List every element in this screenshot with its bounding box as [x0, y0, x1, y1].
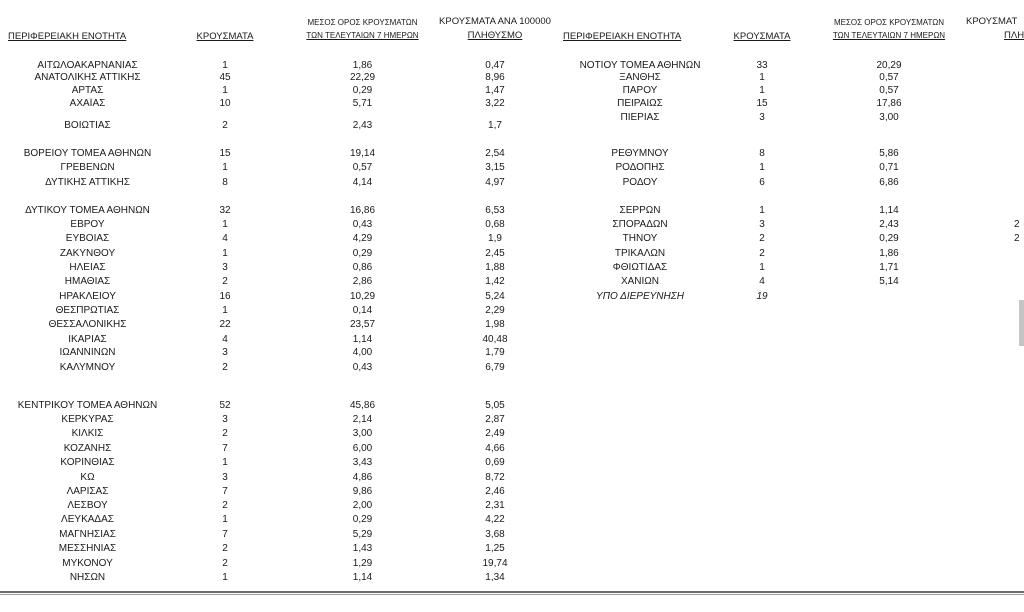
left-row-name: ΛΑΡΙΣΑΣ [66, 486, 109, 497]
left-row-cases: 1 [222, 219, 228, 230]
right-row-name: ΤΡΙΚΑΛΩΝ [614, 248, 666, 259]
left-row-per: 40,48 [482, 334, 508, 345]
right-row-avg: 1,86 [879, 248, 899, 259]
right-row-avg: 0,57 [879, 72, 899, 83]
left-row-avg: 0,14 [352, 305, 373, 316]
left-row-per: 1,47 [485, 85, 505, 96]
left-row-name: ΚΕΡΚΥΡΑΣ [61, 414, 114, 425]
left-row-avg: 3,43 [352, 457, 373, 468]
left-row-cases: 3 [222, 262, 228, 273]
left-row-per: 1,88 [485, 262, 505, 273]
right-row-avg: 0,29 [879, 233, 899, 244]
left-row-name: ΘΕΣΣΑΛΟΝΙΚΗΣ [48, 319, 127, 330]
right-row-cases: 3 [759, 112, 765, 123]
left-row-name: ΒΟΙΩΤΙΑΣ [64, 120, 111, 131]
left-row-per: 1,79 [485, 347, 505, 358]
left-row-avg: 0,86 [352, 262, 373, 273]
right-row-cases: 1 [759, 205, 765, 216]
right-row-avg: 0,71 [879, 162, 899, 173]
left-row-cases: 4 [222, 233, 228, 244]
left-row-avg: 16,86 [349, 205, 376, 216]
left-row-cases: 32 [219, 205, 231, 216]
left-row-cases: 1 [222, 305, 228, 316]
right-row-avg: 5,86 [879, 148, 899, 159]
left-row-cases: 8 [222, 177, 228, 188]
left-row-per: 2,87 [485, 414, 505, 425]
left-row-cases: 15 [219, 148, 231, 159]
left-row-cases: 52 [219, 400, 231, 411]
left-row-avg: 10,29 [349, 291, 376, 302]
right-row-avg: 5,14 [879, 276, 899, 287]
right-header-avg-line2: ΤΩΝ ΤΕΛΕΥΤΑΙΩΝ 7 ΗΜΕΡΩΝ [832, 31, 946, 40]
left-row-cases: 1 [222, 60, 228, 71]
right-row-avg: 1,14 [879, 205, 899, 216]
left-header-avg-line1: ΜΕΣΟΣ ΟΡΟΣ ΚΡΟΥΣΜΑΤΩΝ [307, 18, 418, 27]
left-row-per: 4,22 [485, 514, 505, 525]
right-row-name: ΝΟΤΙΟΥ ΤΟΜΕΑ ΑΘΗΝΩΝ [579, 60, 701, 71]
right-row-name: ΥΠΟ ΔΙΕΡΕΥΝΗΣΗ [596, 291, 684, 302]
right-row-name: ΠΑΡΟΥ [622, 85, 658, 96]
left-row-name: ΚΟΡΙΝΘΙΑΣ [60, 457, 115, 468]
left-row-name: ΚΟΖΑΝΗΣ [63, 443, 112, 454]
left-row-name: ΛΕΣΒΟΥ [67, 500, 108, 511]
left-row-cases: 1 [222, 457, 228, 468]
left-row-cases: 2 [222, 558, 228, 569]
left-row-name: ΑΙΤΩΛΟΑΚΑΡΝΑΝΙΑΣ [37, 60, 138, 71]
right-row-name: ΠΕΙΡΑΙΩΣ [617, 98, 663, 109]
right-row-per: 2 [1014, 233, 1020, 244]
left-row-avg: 23,57 [349, 319, 376, 330]
left-row-name: ΚΩ [80, 472, 95, 483]
left-row-name: ΕΒΡΟΥ [70, 219, 105, 230]
left-row-per: 4,66 [485, 443, 505, 454]
left-row-cases: 3 [222, 472, 228, 483]
left-row-name: ΗΜΑΘΙΑΣ [64, 276, 111, 287]
left-row-avg: 0,57 [352, 162, 373, 173]
right-row-name: ΤΗΝΟΥ [622, 233, 658, 244]
right-row-avg: 20,29 [876, 60, 902, 71]
left-row-per: 2,31 [485, 500, 505, 511]
left-row-name: ΚΕΝΤΡΙΚΟΥ ΤΟΜΕΑ ΑΘΗΝΩΝ [17, 400, 158, 411]
right-row-cases: 4 [759, 276, 765, 287]
left-row-per: 0,69 [485, 457, 505, 468]
left-row-avg: 9,86 [352, 486, 373, 497]
left-row-name: ΗΡΑΚΛΕΙΟΥ [59, 291, 116, 302]
left-row-per: 3,68 [485, 529, 505, 540]
right-row-avg: 3,00 [879, 112, 899, 123]
left-row-cases: 45 [219, 72, 231, 83]
right-row-name: ΡΟΔΟΥ [622, 177, 658, 188]
right-row-avg: 17,86 [876, 98, 902, 109]
left-row-avg: 0,29 [352, 85, 373, 96]
left-row-per: 1,7 [488, 120, 502, 131]
left-row-per: 2,54 [485, 148, 505, 159]
left-row-name: ΚΑΛΥΜΝΟΥ [59, 362, 116, 373]
right-row-cases: 6 [759, 177, 765, 188]
left-row-avg: 6,00 [352, 443, 373, 454]
left-row-avg: 1,29 [352, 558, 373, 569]
left-row-per: 5,24 [485, 291, 505, 302]
left-row-per: 0,47 [485, 60, 505, 71]
left-row-name: ΑΡΤΑΣ [71, 85, 104, 96]
left-row-cases: 1 [222, 572, 228, 583]
left-row-cases: 3 [222, 414, 228, 425]
right-header-per-line2: ΠΛΗ [1004, 30, 1024, 41]
left-row-per: 2,46 [485, 486, 505, 497]
left-row-name: ΜΥΚΟΝΟΥ [62, 558, 113, 569]
right-header-per-line1: ΚΡΟΥΣΜΑΤ [966, 16, 1018, 27]
left-row-cases: 2 [222, 120, 228, 131]
right-row-avg: 0,57 [879, 85, 899, 96]
left-row-cases: 22 [219, 319, 231, 330]
left-header-cases: ΚΡΟΥΣΜΑΤΑ [196, 31, 254, 42]
left-row-per: 1,25 [485, 543, 505, 554]
left-row-avg: 3,00 [352, 428, 373, 439]
left-row-per: 1,98 [485, 319, 505, 330]
right-row-cases: 33 [756, 60, 768, 71]
left-row-name: ΔΥΤΙΚΟΥ ΤΟΜΕΑ ΑΘΗΝΩΝ [25, 205, 150, 216]
left-row-cases: 1 [222, 162, 228, 173]
right-row-cases: 19 [756, 291, 768, 302]
left-row-avg: 22,29 [349, 72, 376, 83]
right-row-avg: 6,86 [879, 177, 899, 188]
right-row-cases: 1 [759, 85, 765, 96]
right-header-region: ΠΕΡΙΦΕΡΕΙΑΚΗ ΕΝΟΤΗΤΑ [563, 31, 682, 42]
left-row-per: 6,53 [485, 205, 505, 216]
left-row-cases: 2 [222, 276, 228, 287]
right-row-cases: 8 [759, 148, 765, 159]
left-row-per: 1,9 [488, 233, 502, 244]
right-header-avg-line1: ΜΕΣΟΣ ΟΡΟΣ ΚΡΟΥΣΜΑΤΩΝ [833, 18, 945, 27]
left-row-avg: 4,29 [352, 233, 373, 244]
left-row-avg: 2,43 [352, 120, 373, 131]
bottom-divider [0, 591, 1024, 595]
left-row-name: ΔΥΤΙΚΗΣ ΑΤΤΙΚΗΣ [45, 177, 130, 188]
left-row-avg: 4,86 [352, 472, 373, 483]
left-row-cases: 2 [222, 428, 228, 439]
left-row-name: ΗΛΕΙΑΣ [69, 262, 106, 273]
left-row-avg: 0,43 [352, 219, 373, 230]
left-row-avg: 2,00 [352, 500, 373, 511]
left-row-per: 4,97 [485, 177, 505, 188]
right-row-cases: 15 [756, 98, 768, 109]
left-row-avg: 4,00 [352, 347, 373, 358]
left-row-cases: 1 [222, 514, 228, 525]
left-row-per: 19,74 [482, 558, 508, 569]
left-header-avg-line2: ΤΩΝ ΤΕΛΕΥΤΑΙΩΝ 7 ΗΜΕΡΩΝ [306, 31, 419, 40]
left-header-per-line2: ΠΛΗΘΥΣΜΟ [467, 30, 523, 41]
left-row-name: ΙΚΑΡΙΑΣ [68, 334, 107, 345]
right-row-name: ΧΑΝΙΩΝ [620, 276, 660, 287]
left-row-cases: 10 [219, 98, 231, 109]
right-row-name: ΡΕΘΥΜΝΟΥ [611, 148, 669, 159]
left-row-name: ΚΙΛΚΙΣ [71, 428, 104, 439]
left-row-avg: 1,86 [352, 60, 373, 71]
left-row-cases: 2 [222, 362, 228, 373]
right-row-cases: 3 [759, 219, 765, 230]
left-row-cases: 1 [222, 248, 228, 259]
right-row-name: ΦΘΙΩΤΙΔΑΣ [612, 262, 668, 273]
left-row-name: ΑΝΑΤΟΛΙΚΗΣ ΑΤΤΙΚΗΣ [34, 72, 141, 83]
left-row-avg: 19,14 [349, 148, 376, 159]
left-row-avg: 0,43 [352, 362, 373, 373]
left-row-avg: 2,14 [352, 414, 373, 425]
left-row-per: 1,34 [485, 572, 505, 583]
left-row-name: ΜΕΣΣΗΝΙΑΣ [58, 543, 117, 554]
left-row-cases: 3 [222, 347, 228, 358]
left-row-cases: 2 [222, 543, 228, 554]
left-row-name: ΛΕΥΚΑΔΑΣ [61, 514, 114, 525]
left-row-avg: 1,14 [352, 572, 373, 583]
left-row-per: 8,72 [485, 472, 505, 483]
left-row-cases: 2 [222, 500, 228, 511]
right-row-avg: 2,43 [879, 219, 899, 230]
left-row-avg: 1,14 [352, 334, 373, 345]
right-row-cases: 1 [759, 72, 765, 83]
right-row-name: ΞΑΝΘΗΣ [619, 72, 661, 83]
right-header-cases: ΚΡΟΥΣΜΑΤΑ [733, 31, 791, 42]
right-row-name: ΡΟΔΟΠΗΣ [615, 162, 665, 173]
left-row-per: 3,15 [485, 162, 505, 173]
left-row-cases: 1 [222, 85, 228, 96]
right-row-cases: 1 [759, 262, 765, 273]
left-row-name: ΒΟΡΕΙΟΥ ΤΟΜΕΑ ΑΘΗΝΩΝ [23, 148, 152, 159]
left-row-name: ΘΕΣΠΡΩΤΙΑΣ [55, 305, 120, 316]
right-row-name: ΣΕΡΡΩΝ [619, 205, 661, 216]
left-header-region: ΠΕΡΙΦΕΡΕΙΑΚΗ ΕΝΟΤΗΤΑ [8, 31, 127, 42]
left-row-name: ΓΡΕΒΕΝΩΝ [60, 162, 115, 173]
left-row-name: ΖΑΚΥΝΘΟΥ [59, 248, 116, 259]
left-row-avg: 0,29 [352, 514, 373, 525]
left-row-cases: 7 [222, 486, 228, 497]
left-row-cases: 7 [222, 529, 228, 540]
left-row-avg: 5,71 [352, 98, 373, 109]
right-row-avg: 1,71 [879, 262, 899, 273]
left-row-avg: 0,29 [352, 248, 373, 259]
left-row-per: 0,68 [485, 219, 505, 230]
left-row-avg: 1,43 [352, 543, 373, 554]
right-row-cases: 2 [759, 233, 765, 244]
left-row-name: ΕΥΒΟΙΑΣ [65, 233, 110, 244]
right-row-cases: 2 [759, 248, 765, 259]
vertical-scrollbar-thumb[interactable] [1019, 300, 1024, 346]
left-row-per: 2,29 [485, 305, 505, 316]
left-row-cases: 7 [222, 443, 228, 454]
left-row-name: ΝΗΣΩΝ [69, 572, 106, 583]
left-header-per-line1: ΚΡΟΥΣΜΑΤΑ ΑΝΑ 100000 [439, 16, 551, 27]
left-row-avg: 45,86 [349, 400, 376, 411]
left-row-avg: 4,14 [352, 177, 373, 188]
left-row-per: 1,42 [485, 276, 505, 287]
left-row-avg: 5,29 [352, 529, 373, 540]
right-row-name: ΠΙΕΡΙΑΣ [620, 112, 660, 123]
right-row-cases: 1 [759, 162, 765, 173]
left-row-cases: 16 [219, 291, 231, 302]
left-row-per: 8,96 [485, 72, 505, 83]
right-row-per: 2 [1014, 219, 1020, 230]
left-row-cases: 4 [222, 334, 228, 345]
left-row-avg: 2,86 [352, 276, 373, 287]
left-row-per: 2,49 [485, 428, 505, 439]
right-row-name: ΣΠΟΡΑΔΩΝ [612, 219, 668, 230]
left-row-per: 3,22 [485, 98, 505, 109]
left-row-name: ΜΑΓΝΗΣΙΑΣ [59, 529, 116, 540]
left-row-name: ΑΧΑΪΑΣ [69, 98, 106, 109]
left-row-name: ΙΩΑΝΝΙΝΩΝ [59, 347, 116, 358]
left-row-per: 6,79 [485, 362, 505, 373]
left-row-per: 2,45 [485, 248, 505, 259]
left-row-per: 5,05 [485, 400, 505, 411]
